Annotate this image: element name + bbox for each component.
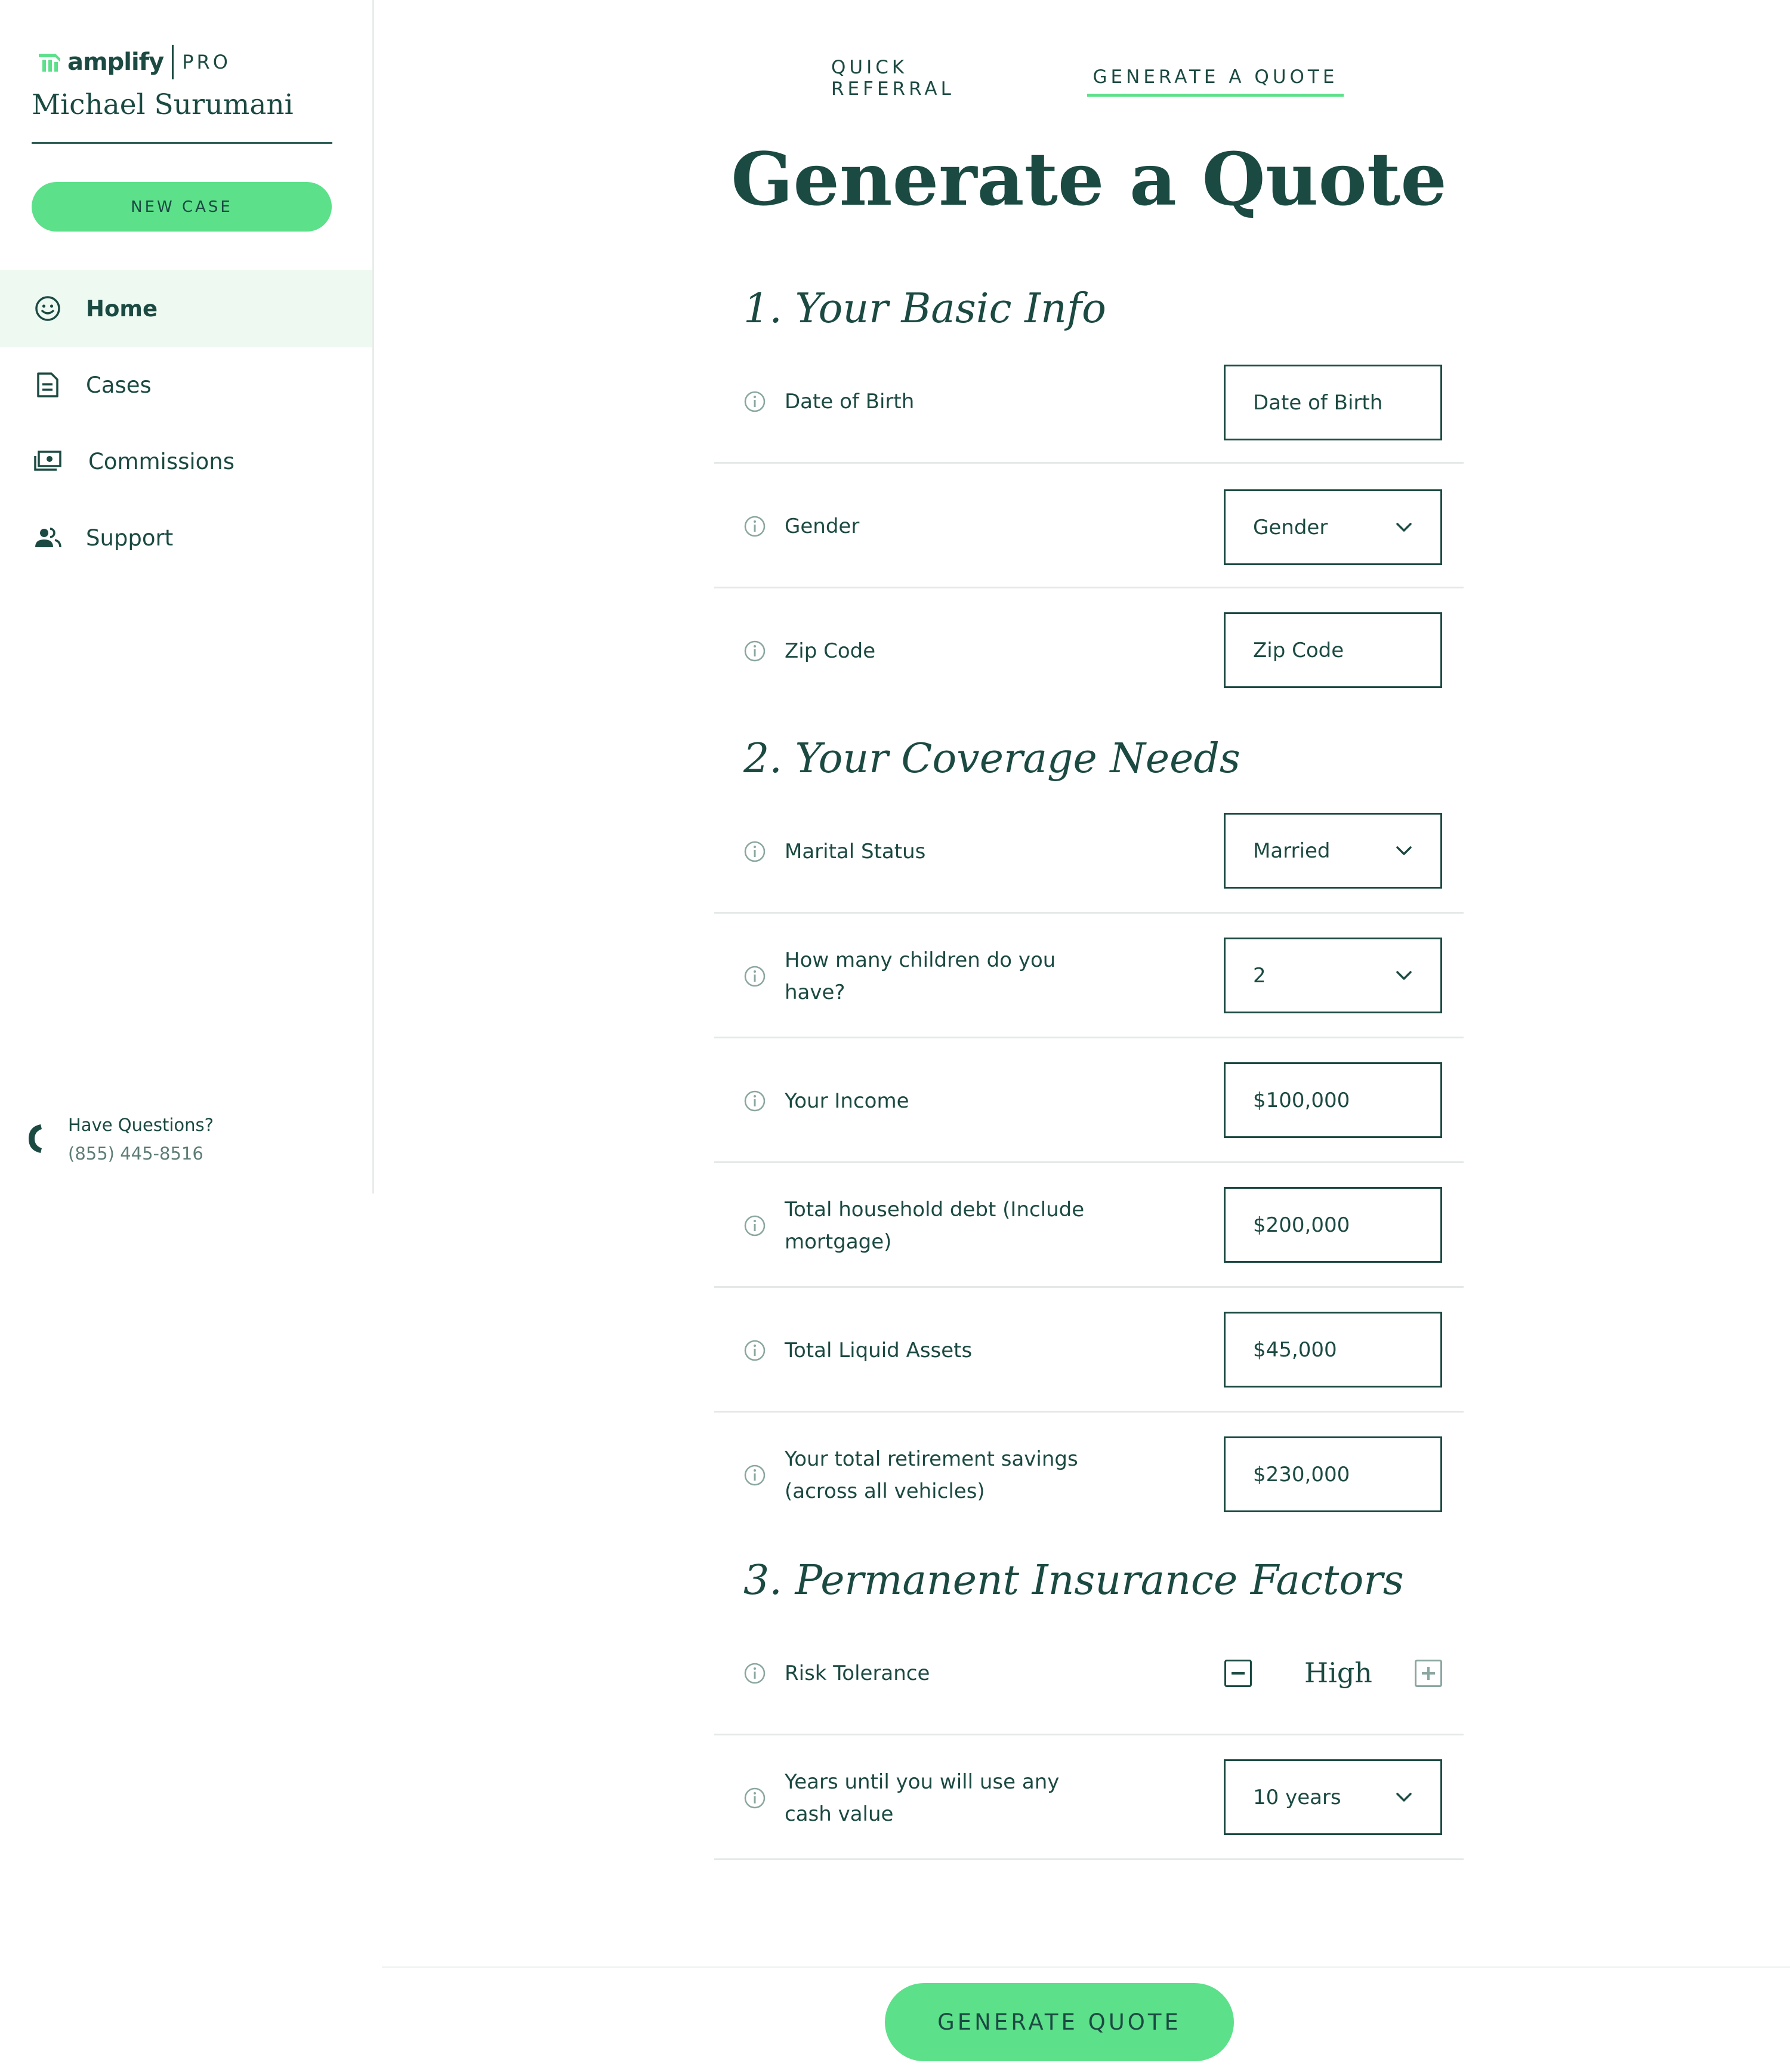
sidebar-item-label: Cases [86, 372, 152, 398]
sidebar-item-home[interactable] [0, 270, 372, 347]
field-label: Your total retirement savings (across all vehicles) [785, 1447, 1078, 1503]
field-label: Zip Code [785, 639, 876, 663]
info-icon[interactable] [743, 515, 766, 538]
decrease-button[interactable] [1224, 1660, 1252, 1687]
income-field[interactable] [1224, 1062, 1442, 1138]
cash-value-years-select[interactable] [1224, 1759, 1442, 1835]
household-debt-input[interactable] [1253, 1213, 1420, 1237]
form-row-income [714, 1038, 1464, 1163]
help-phone[interactable]: (855) 445-8516 [68, 1143, 203, 1164]
field-label: Your Income [785, 1089, 909, 1113]
tab-quick-referral[interactable]: QUICK REFERRAL [831, 57, 955, 100]
form-row-zip-code [714, 588, 1464, 713]
info-icon[interactable] [743, 1662, 766, 1685]
form-row-children [714, 914, 1464, 1038]
sidebar-item-cases[interactable] [0, 346, 372, 424]
section-title-coverage-needs: 2. Your Coverage Needs [743, 735, 1240, 782]
risk-tolerance-value: High [1304, 1657, 1372, 1689]
info-icon[interactable] [743, 965, 766, 988]
select-value: 2 [1253, 963, 1266, 988]
document-icon [33, 371, 62, 399]
info-icon[interactable] [743, 390, 766, 413]
select-value: Married [1253, 838, 1331, 863]
plus-icon [1422, 1667, 1435, 1680]
chevron-down-icon [1395, 970, 1413, 982]
marital-status-select[interactable] [1224, 813, 1442, 889]
zip-code-field[interactable] [1224, 612, 1442, 688]
info-icon[interactable] [743, 1214, 766, 1237]
sidebar-item-label: Commissions [88, 448, 235, 474]
form-row-risk-tolerance [714, 1611, 1464, 1735]
select-value: Gender [1253, 515, 1328, 539]
brand-tier: PRO [182, 51, 231, 73]
info-icon[interactable] [743, 840, 766, 863]
chevron-down-icon [1395, 522, 1413, 534]
sidebar-item-label: Support [86, 525, 174, 551]
amplify-logo-icon [38, 50, 61, 74]
field-label: How many children do you have? [785, 948, 1056, 1004]
increase-button[interactable] [1415, 1660, 1442, 1687]
form-row-liquid-assets [714, 1288, 1464, 1413]
form-row-marital-status [714, 789, 1464, 914]
zip-code-input[interactable] [1253, 639, 1420, 662]
footer-divider [382, 1966, 1790, 1968]
field-label: Total Liquid Assets [785, 1339, 973, 1362]
info-icon[interactable] [743, 1090, 766, 1112]
field-label: Risk Tolerance [785, 1661, 930, 1685]
form-row-cash-value-years [714, 1735, 1464, 1860]
smiley-icon [33, 294, 62, 323]
people-icon [33, 523, 62, 552]
generate-quote-button[interactable]: GENERATE QUOTE [885, 1983, 1234, 2061]
date-of-birth-field[interactable] [1224, 365, 1442, 440]
liquid-assets-field[interactable] [1224, 1312, 1442, 1388]
brand-divider [172, 45, 174, 79]
field-label: Marital Status [785, 840, 926, 864]
sidebar-item-commissions[interactable] [0, 423, 372, 500]
date-of-birth-input[interactable] [1253, 391, 1420, 415]
new-case-button[interactable]: NEW CASE [32, 182, 332, 232]
section-title-basic-info: 1. Your Basic Info [743, 285, 1106, 332]
form-row-date-of-birth [714, 339, 1464, 464]
info-icon[interactable] [743, 1464, 766, 1487]
user-divider [32, 142, 332, 144]
chevron-down-icon [1395, 845, 1413, 857]
retirement-savings-field[interactable] [1224, 1436, 1442, 1512]
form-row-household-debt [714, 1163, 1464, 1288]
page-title: Generate a Quote [731, 136, 1447, 222]
gender-select[interactable] [1224, 489, 1442, 565]
help-title: Have Questions? [68, 1115, 214, 1135]
form-row-gender [714, 464, 1464, 588]
tab-generate-quote[interactable]: GENERATE A QUOTE [1087, 60, 1344, 97]
user-name: Michael Surumani [32, 88, 294, 121]
brand-name: amplify [67, 48, 164, 76]
form-row-retirement-savings [714, 1413, 1464, 1537]
field-label: Total household debt (Include mortgage) [785, 1198, 1085, 1254]
info-icon[interactable] [743, 1787, 766, 1809]
liquid-assets-input[interactable] [1253, 1338, 1420, 1362]
sidebar-item-support[interactable] [0, 499, 372, 576]
children-select[interactable] [1224, 938, 1442, 1013]
phone-icon[interactable] [26, 1122, 44, 1155]
brand-logo[interactable] [38, 44, 231, 80]
info-icon[interactable] [743, 1339, 766, 1362]
select-value: 10 years [1253, 1785, 1341, 1809]
help-contact [26, 1110, 360, 1170]
retirement-savings-input[interactable] [1253, 1463, 1420, 1487]
section-title-permanent-factors: 3. Permanent Insurance Factors [743, 1557, 1404, 1604]
household-debt-field[interactable] [1224, 1187, 1442, 1263]
field-label: Date of Birth [785, 390, 915, 414]
info-icon[interactable] [743, 640, 766, 662]
chevron-down-icon [1395, 1792, 1413, 1803]
field-label: Years until you will use any cash value [785, 1770, 1060, 1826]
income-input[interactable] [1253, 1089, 1420, 1112]
minus-icon [1232, 1672, 1245, 1675]
sidebar [0, 0, 374, 1194]
sidebar-item-label: Home [86, 295, 158, 322]
field-label: Gender [785, 514, 860, 538]
money-icon [33, 447, 62, 476]
